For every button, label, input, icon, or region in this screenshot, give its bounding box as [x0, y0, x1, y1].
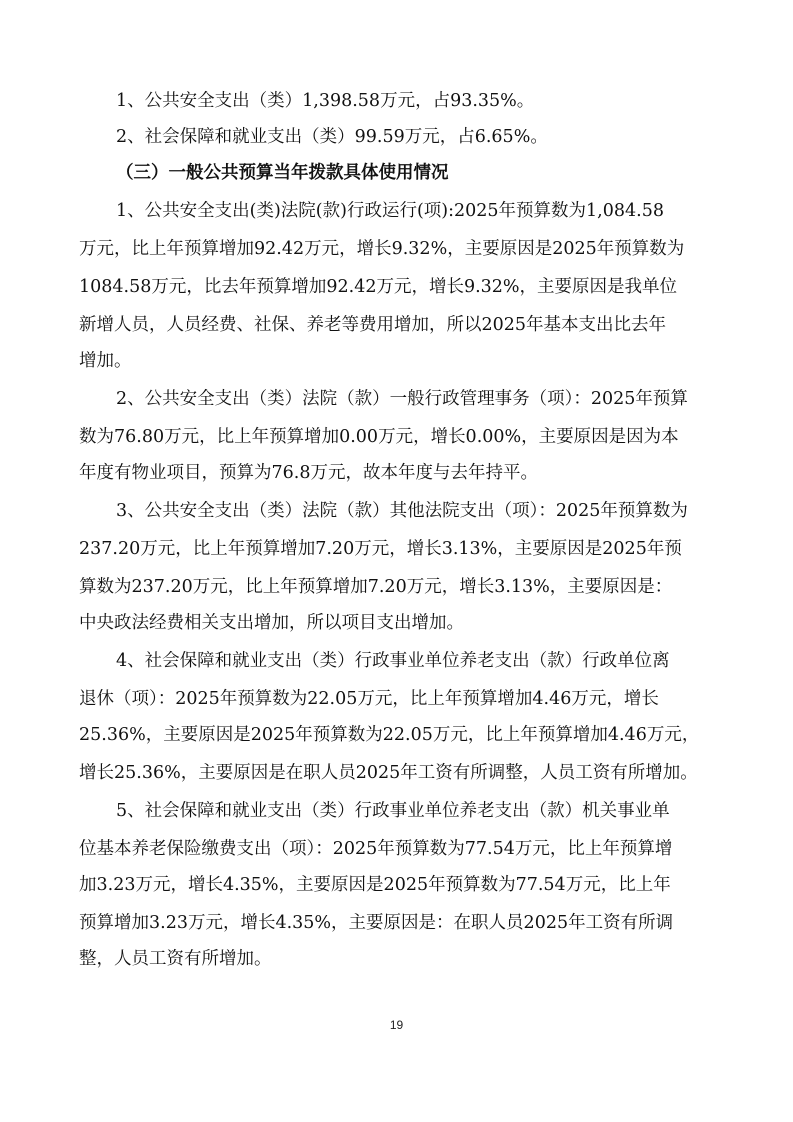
text-line: 中央政法经费相关支出增加，所以项目支出增加。	[79, 613, 464, 633]
text-line: 退休（项）：2025年预算数为22.05万元，比上年预算增加4.46万元，增长	[79, 689, 659, 709]
text-line: 预算增加3.23万元，增长4.35%，主要原因是：在职人员2025年工资有所调	[79, 913, 674, 933]
text-line: 增加。	[79, 351, 132, 371]
text-line: 增长25.36%，主要原因是在职人员2025年工资有所调整，人员工资有所增加。	[79, 763, 698, 783]
text-line: 数为76.80万元，比上年预算增加0.00万元，增长0.00%，主要原因是因为本	[79, 427, 679, 447]
text-line: 5、社会保障和就业支出（类）行政事业单位养老支出（款）机关事业单	[116, 801, 670, 821]
text-line: 25.36%，主要原因是2025年预算数为22.05万元，比上年预算增加4.46万元，	[79, 725, 700, 745]
page-number: 19	[389, 1018, 404, 1032]
text-line: 1、公共安全支出（类）1,398.58万元，占93.35%。	[116, 91, 535, 111]
section-heading: （三）一般公共预算当年拨款具体使用情况	[116, 163, 449, 183]
text-line: 237.20万元，比上年预算增加7.20万元，增长3.13%，主要原因是2025年预	[79, 539, 682, 559]
text-line: 整，人员工资有所增加。	[79, 949, 272, 969]
text-line: 2、公共安全支出（类）法院（款）一般行政管理事务（项）：2025年预算	[116, 389, 688, 409]
text-line: 1、公共安全支出(类)法院(款)行政运行(项):2025年预算数为1,084.58	[116, 201, 664, 221]
text-line: 年度有物业项目，预算为76.8万元，故本年度与去年持平。	[79, 463, 538, 483]
text-line: 算数为237.20万元，比上年预算增加7.20万元，增长3.13%，主要原因是：	[79, 577, 673, 597]
text-line: 4、社会保障和就业支出（类）行政事业单位养老支出（款）行政单位离	[116, 651, 670, 671]
text-line: 1084.58万元，比去年预算增加92.42万元，增长9.32%，主要原因是我单位	[79, 277, 678, 297]
text-line: 万元，比上年预算增加92.42万元，增长9.32%，主要原因是2025年预算数为	[79, 239, 685, 259]
text-line: 位基本养老保险缴费支出（项）：2025年预算数为77.54万元，比上年预算增	[79, 839, 673, 859]
text-line: 加3.23万元，增长4.35%，主要原因是2025年预算数为77.54万元，比上年	[79, 875, 671, 895]
text-line: 3、公共安全支出（类）法院（款）其他法院支出（项）：2025年预算数为	[116, 501, 688, 521]
text-line: 2、社会保障和就业支出（类）99.59万元，占6.65%。	[116, 127, 548, 147]
text-line: 新增人员，人员经费、社保、养老等费用增加，所以2025年基本支出比去年	[79, 315, 667, 335]
